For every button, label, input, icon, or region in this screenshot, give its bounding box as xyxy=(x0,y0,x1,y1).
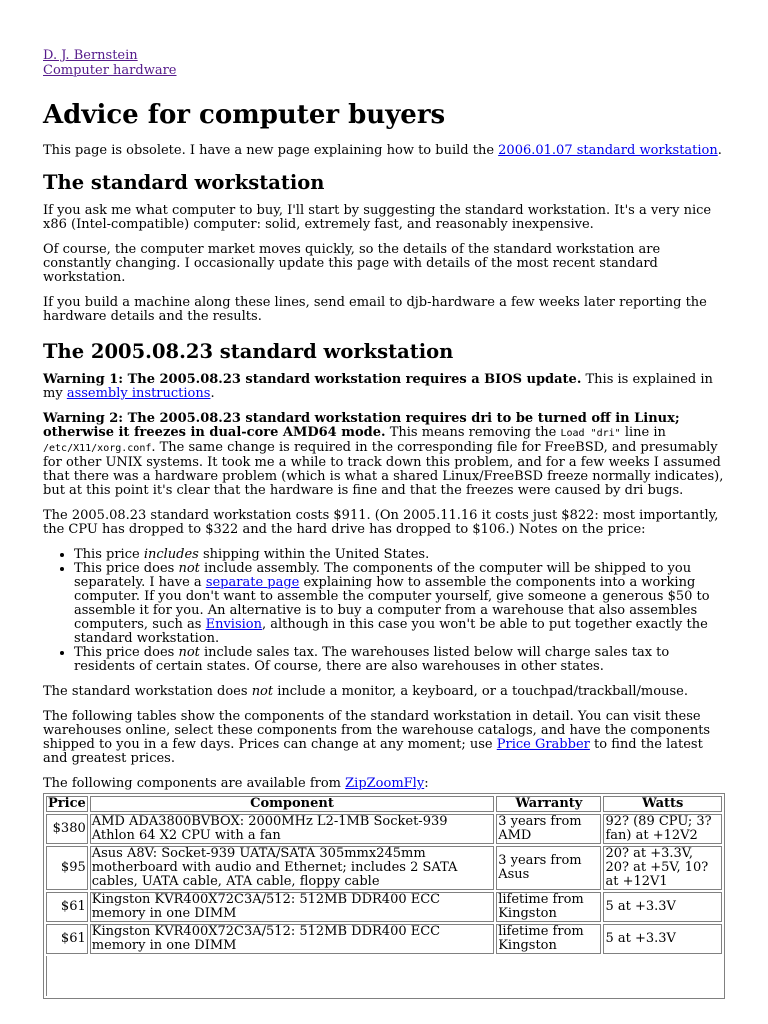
bullet-text: This price does xyxy=(74,645,179,660)
dri-code: Load "dri" xyxy=(560,428,621,439)
separate-page-link[interactable]: separate page xyxy=(205,575,300,590)
table-row xyxy=(46,924,722,954)
warranty-cell: lifetime from Kingston xyxy=(496,924,601,954)
components-table xyxy=(43,793,725,999)
watts-cell: 20? at +3.3V, 20? at +5V, 10? at +12V1 xyxy=(603,846,722,890)
component-cell: Kingston KVR400X72C3A/512: 512MB DDR400 ECC memory in one DIMM xyxy=(90,892,494,922)
bullet-text: include sales tax. The warehouses listed below will charge sales tax to residents of certain states. Of course, there are also warehouses in other states. xyxy=(74,645,670,674)
envision-link[interactable]: Envision xyxy=(205,617,262,632)
warning-2 xyxy=(43,412,725,498)
assembly-instructions-link[interactable]: assembly instructions xyxy=(66,386,211,401)
breadcrumb xyxy=(43,49,725,78)
warranty-cell: lifetime from Kingston xyxy=(496,892,601,922)
watts-cell: 5 at +3.3V xyxy=(603,892,722,922)
availability-colon: : xyxy=(424,776,429,791)
zipzoomfly-link[interactable]: ZipZoomFly xyxy=(345,776,425,791)
feedback-paragraph: If you build a machine along these lines, send email to djb-hardware a few weeks later reporting the hardware details and the results. xyxy=(43,295,707,324)
tables-text: The following tables show the components of the standard workstation in detail. You can visit these warehouses online, select these components from the warehouse catalogs, and have the components shipped to you in a few days. Prices can change at any moment; use xyxy=(43,709,711,752)
price-notes-list xyxy=(43,548,725,674)
column-header-watts: Watts xyxy=(603,796,722,812)
xorg-conf-code: /etc/X11/xorg.conf xyxy=(43,443,152,454)
watts-cell: 5 at +3.3V xyxy=(603,924,722,954)
table-row xyxy=(46,814,722,844)
obsolete-period: . xyxy=(717,143,722,158)
list-item xyxy=(74,646,725,674)
warning-1-text: This is explained in my xyxy=(43,372,713,401)
bullet-text: This price does xyxy=(74,561,179,576)
empty-cell xyxy=(46,956,88,996)
list-item xyxy=(74,562,725,646)
computer-hardware-link[interactable]: Computer hardware xyxy=(43,62,177,78)
price-cell: $380 xyxy=(46,814,88,844)
section-heading-2005-workstation: The 2005.08.23 standard workstation xyxy=(43,340,454,363)
warning-1-end: . xyxy=(210,386,215,401)
no-monitor-text-end: include a monitor, a keyboard, or a touchpad/trackball/mouse. xyxy=(273,684,688,699)
tables-text-end: to find the latest and greatest prices. xyxy=(43,737,703,766)
bullet-emphasis: not xyxy=(178,645,200,660)
price-cell: $61 xyxy=(46,924,88,954)
bullet-emphasis: not xyxy=(178,561,200,576)
cost-paragraph: The 2005.08.23 standard workstation costs $911. (On 2005.11.16 it costs just $822: most importantly, the CPU has dropped to $322 and the hard drive has dropped to $106.) Notes on the price: xyxy=(43,508,719,537)
component-cell: Asus A8V: Socket-939 UATA/SATA 305mmx245mm motherboard with audio and Ethernet; includes 2 SATA cables, UATA cable, ATA cable, floppy cable xyxy=(90,846,494,890)
table-row-partial xyxy=(46,956,722,996)
section-heading-standard-workstation: The standard workstation xyxy=(43,171,325,194)
price-grabber-link[interactable]: Price Grabber xyxy=(496,737,590,752)
availability-paragraph xyxy=(43,777,725,791)
warning-2-bold: Warning 2: The 2005.08.23 standard workstation requires dri to be turned off in Linux; otherwise it freezes in dual-core AMD64 mode. xyxy=(43,411,680,440)
warranty-cell: 3 years from AMD xyxy=(496,814,601,844)
bullet-text: explaining how to assemble the components into a working computer. If you don't want to assemble the computer yourself, give someone a generous $50 to assemble it for you. An alternative is to buy a computer from a warehouse that also assembles computers, such as xyxy=(74,575,710,632)
column-header-warranty: Warranty xyxy=(496,796,601,812)
warranty-cell: 3 years from Asus xyxy=(496,846,601,890)
availability-text: The following components are available from xyxy=(43,776,346,791)
component-cell: AMD ADA3800BVBOX: 2000MHz L2-1MB Socket-939 Athlon 64 X2 CPU with a fan xyxy=(90,814,494,844)
column-header-component: Component xyxy=(90,796,494,812)
new-workstation-link[interactable]: 2006.01.07 standard workstation xyxy=(498,143,718,158)
empty-cell xyxy=(90,956,494,996)
no-monitor-paragraph xyxy=(43,685,725,699)
market-paragraph: Of course, the computer market moves quickly, so the details of the standard workstation are constantly changing. I occasionally update this page with details of the most recent standard workstation. xyxy=(43,242,661,285)
obsolete-notice xyxy=(43,144,725,158)
obsolete-text: This page is obsolete. I have a new page explaining how to build the xyxy=(43,143,499,158)
warning-2-text-b: line in xyxy=(620,425,666,440)
warning-2-text-a: This means removing the xyxy=(385,425,561,440)
bullet-text: , although in this case you won't be able to put together exactly the standard workstation. xyxy=(74,617,708,646)
list-item xyxy=(74,548,725,562)
intro-paragraph: If you ask me what computer to buy, I'll start by suggesting the standard workstation. It's a very nice x86 (Intel-compatible) computer: solid, extremely fast, and reasonably inexpensive. xyxy=(43,203,712,232)
bullet-text: shipping within the United States. xyxy=(198,547,430,562)
component-cell: Kingston KVR400X72C3A/512: 512MB DDR400 ECC memory in one DIMM xyxy=(90,924,494,954)
warning-1 xyxy=(43,373,725,401)
price-cell: $95 xyxy=(46,846,88,890)
tables-paragraph xyxy=(43,710,725,766)
column-header-price: Price xyxy=(48,796,86,811)
warning-2-text-c: . The same change is required in the corresponding file for FreeBSD, and presumably for other UNIX systems. It took me a while to track down this problem, and for a few weeks I assumed that there was a hardware problem (which is what a shared Linux/FreeBSD freeze normally indicates), but at this point it's clear that the hardware is fine and that the freezes were caused by dri bugs. xyxy=(43,440,724,498)
table-header-row xyxy=(46,796,722,812)
price-cell: $61 xyxy=(46,892,88,922)
page-title: Advice for computer buyers xyxy=(43,100,446,130)
watts-cell: 92? (89 CPU; 3? fan) at +12V2 xyxy=(603,814,722,844)
table-row xyxy=(46,892,722,922)
author-link[interactable]: D. J. Bernstein xyxy=(43,48,138,63)
empty-cell xyxy=(496,956,601,996)
bullet-text: include assembly. The components of the computer will be shipped to you separately. I have a xyxy=(74,561,692,590)
empty-cell xyxy=(603,956,722,996)
no-monitor-text: The standard workstation does xyxy=(43,684,252,699)
bullet-text: This price xyxy=(74,547,144,562)
bullet-emphasis: includes xyxy=(143,547,199,562)
table-row xyxy=(46,846,722,890)
warning-1-bold: Warning 1: The 2005.08.23 standard workstation requires a BIOS update. xyxy=(43,372,582,387)
no-monitor-emphasis: not xyxy=(251,684,274,699)
